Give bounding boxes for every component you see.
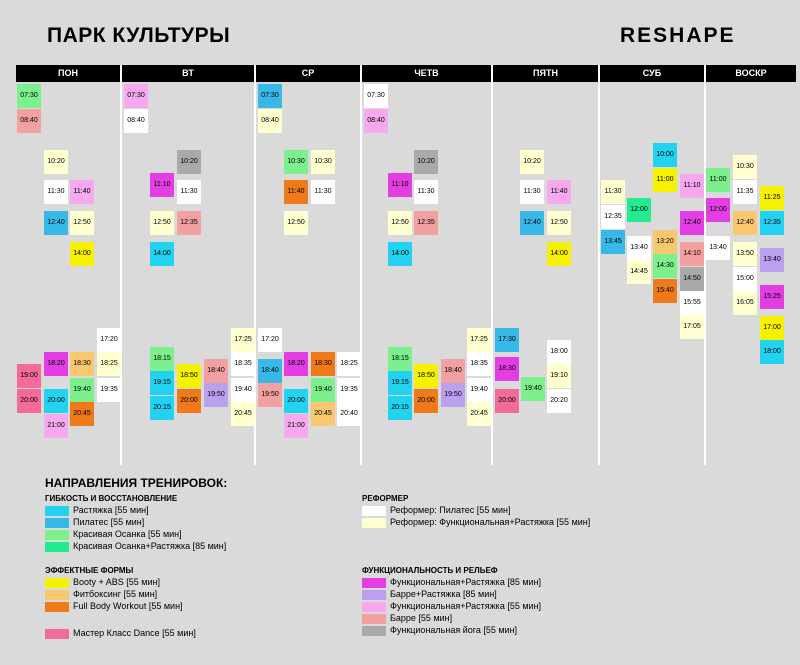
class-slot[interactable]: 20:00 <box>284 389 308 413</box>
class-slot[interactable]: 17:05 <box>680 315 704 339</box>
color-swatch <box>362 506 386 516</box>
class-slot[interactable]: 12:50 <box>547 211 571 235</box>
class-slot[interactable]: 20:00 <box>177 389 201 413</box>
day-header: ВОСКР <box>706 65 796 82</box>
class-slot[interactable]: 12:40 <box>733 211 757 235</box>
class-slot[interactable]: 11:25 <box>760 186 784 210</box>
class-slot[interactable]: 14:10 <box>680 242 704 266</box>
legend-item-label: Full Body Workout [55 мин] <box>73 601 183 611</box>
color-swatch <box>45 602 69 612</box>
class-slot[interactable]: 11:30 <box>44 180 68 204</box>
legend-section-title: ФУНКЦИОНАЛЬНОСТЬ И РЕЛЬЕФ <box>362 566 498 575</box>
class-slot[interactable]: 18:50 <box>414 364 438 388</box>
class-slot[interactable]: 14:30 <box>653 254 677 278</box>
class-slot[interactable]: 18:00 <box>760 340 784 364</box>
class-slot[interactable]: 11:30 <box>311 180 335 204</box>
class-slot[interactable]: 19:10 <box>547 364 571 388</box>
class-slot[interactable]: 07:30 <box>258 84 282 108</box>
class-slot[interactable]: 11:40 <box>547 180 571 204</box>
day-header: ПОН <box>16 65 120 82</box>
class-slot[interactable]: 19:40 <box>467 378 491 402</box>
class-slot[interactable]: 19:40 <box>70 378 94 402</box>
color-swatch <box>45 518 69 528</box>
class-slot[interactable]: 18:20 <box>44 352 68 376</box>
class-slot[interactable]: 12:40 <box>44 211 68 235</box>
class-slot[interactable]: 15:25 <box>760 285 784 309</box>
class-slot[interactable]: 12:50 <box>388 211 412 235</box>
class-slot[interactable]: 19:00 <box>17 364 41 388</box>
class-slot[interactable]: 07:30 <box>364 84 388 108</box>
class-slot[interactable]: 13:20 <box>653 230 677 254</box>
class-slot[interactable]: 11:30 <box>414 180 438 204</box>
class-slot[interactable]: 20:00 <box>495 389 519 413</box>
class-slot[interactable]: 13:45 <box>601 230 625 254</box>
legend-item <box>45 541 226 552</box>
class-slot[interactable]: 10:30 <box>284 150 308 174</box>
class-slot[interactable]: 19:15 <box>150 371 174 395</box>
class-slot[interactable]: 11:30 <box>520 180 544 204</box>
class-slot[interactable]: 12:35 <box>177 211 201 235</box>
class-slot[interactable]: 17:25 <box>467 328 491 352</box>
class-slot[interactable]: 17:20 <box>97 328 121 352</box>
class-slot[interactable]: 14:45 <box>627 260 651 284</box>
legend-item-label: Красивая Осанка [55 мин] <box>73 529 182 539</box>
class-slot[interactable]: 18:20 <box>284 352 308 376</box>
class-slot[interactable]: 11:30 <box>177 180 201 204</box>
class-slot[interactable]: 12:00 <box>706 198 730 222</box>
legend-item-label: Функциональная йога [55 мин] <box>390 625 518 635</box>
class-slot[interactable]: 18:35 <box>231 352 255 376</box>
legend-item <box>45 601 183 612</box>
class-slot[interactable]: 11:10 <box>388 173 412 197</box>
class-slot[interactable]: 20:45 <box>311 402 335 426</box>
class-slot[interactable]: 18:40 <box>441 359 465 383</box>
class-slot[interactable]: 15:55 <box>680 291 704 315</box>
color-swatch <box>45 530 69 540</box>
class-slot[interactable]: 20:00 <box>44 389 68 413</box>
day-header: ВТ <box>122 65 254 82</box>
class-slot[interactable]: 17:20 <box>258 328 282 352</box>
class-slot[interactable]: 13:40 <box>627 236 651 260</box>
column-separator <box>120 65 122 465</box>
class-slot[interactable]: 10:30 <box>733 155 757 179</box>
class-slot[interactable]: 17:25 <box>231 328 255 352</box>
class-slot[interactable]: 08:40 <box>364 109 388 133</box>
legend-item-label: Booty + ABS [55 мин] <box>73 577 160 587</box>
legend-item-label: Барре+Растяжка [85 мин] <box>390 589 497 599</box>
class-slot[interactable]: 11:35 <box>733 180 757 204</box>
class-slot[interactable]: 19:50 <box>204 383 228 407</box>
color-swatch <box>45 629 69 639</box>
class-slot[interactable]: 08:40 <box>124 109 148 133</box>
legend-item-label: Мастер Класс Dance [55 мин] <box>73 628 196 638</box>
class-slot[interactable]: 10:20 <box>414 150 438 174</box>
legend-item <box>362 613 452 624</box>
class-slot[interactable]: 11:00 <box>653 168 677 192</box>
class-slot[interactable]: 12:00 <box>627 198 651 222</box>
class-slot[interactable]: 20:00 <box>17 389 41 413</box>
class-slot[interactable]: 13:40 <box>706 236 730 260</box>
class-slot[interactable]: 19:35 <box>337 378 361 402</box>
class-slot[interactable]: 18:15 <box>150 347 174 371</box>
column-separator <box>704 65 706 465</box>
class-slot[interactable]: 20:40 <box>337 402 361 426</box>
class-slot[interactable]: 17:00 <box>760 316 784 340</box>
legend-item-label: Барре [55 мин] <box>390 613 453 623</box>
class-slot[interactable]: 11:10 <box>150 173 174 197</box>
class-slot[interactable]: 12:35 <box>601 205 625 229</box>
color-swatch <box>362 626 386 636</box>
legend-item <box>45 577 160 588</box>
legend-item <box>362 589 497 600</box>
class-slot[interactable]: 14:00 <box>547 242 571 266</box>
class-slot[interactable]: 21:00 <box>284 414 308 438</box>
legend-section-title: ГИБКОСТЬ И ВОССТАНОВЛЕНИЕ <box>45 494 178 503</box>
class-slot[interactable]: 18:25 <box>97 352 121 376</box>
legend-item <box>45 529 182 540</box>
class-slot[interactable]: 20:45 <box>70 402 94 426</box>
class-slot[interactable]: 19:35 <box>97 378 121 402</box>
day-header: ЧЕТВ <box>362 65 491 82</box>
class-slot[interactable]: 10:30 <box>311 150 335 174</box>
legend-item <box>45 505 149 516</box>
class-slot[interactable]: 18:30 <box>70 352 94 376</box>
color-swatch <box>362 578 386 588</box>
page-title: ПАРК КУЛЬТУРЫ <box>47 24 231 47</box>
class-slot[interactable]: 18:40 <box>258 359 282 383</box>
color-swatch <box>362 602 386 612</box>
column-separator <box>491 65 493 465</box>
brand-logo: RESHAPE <box>620 24 736 47</box>
color-swatch <box>362 518 386 528</box>
class-slot[interactable]: 12:50 <box>70 211 94 235</box>
class-slot[interactable]: 20:20 <box>547 389 571 413</box>
day-header: СУБ <box>600 65 704 82</box>
class-slot[interactable]: 11:10 <box>680 174 704 198</box>
class-slot[interactable]: 14:00 <box>70 242 94 266</box>
color-swatch <box>45 542 69 552</box>
class-slot[interactable]: 15:40 <box>653 279 677 303</box>
class-slot[interactable]: 20:45 <box>467 402 491 426</box>
legend-item-label: Реформер: Функциональная+Растяжка [55 мин] <box>390 517 591 527</box>
class-slot[interactable]: 18:35 <box>467 352 491 376</box>
class-slot[interactable]: 14:50 <box>680 267 704 291</box>
class-slot[interactable]: 10:20 <box>44 150 68 174</box>
class-slot[interactable]: 11:00 <box>706 168 730 192</box>
class-slot[interactable]: 10:20 <box>520 150 544 174</box>
class-slot[interactable]: 18:30 <box>311 352 335 376</box>
class-slot[interactable]: 11:40 <box>284 180 308 204</box>
class-slot[interactable]: 17:30 <box>495 328 519 352</box>
legend-item <box>362 625 517 636</box>
class-slot[interactable]: 12:50 <box>284 211 308 235</box>
class-slot[interactable]: 07:30 <box>17 84 41 108</box>
class-slot[interactable]: 11:40 <box>70 180 94 204</box>
class-slot[interactable]: 18:00 <box>547 340 571 364</box>
class-slot[interactable]: 18:15 <box>388 347 412 371</box>
legend-item-label: Фитбоксинг [55 мин] <box>73 589 158 599</box>
legend-item <box>362 601 541 612</box>
class-slot[interactable]: 11:30 <box>601 180 625 204</box>
class-slot[interactable]: 08:40 <box>17 109 41 133</box>
class-slot[interactable]: 12:40 <box>520 211 544 235</box>
class-slot[interactable]: 19:50 <box>441 383 465 407</box>
color-swatch <box>45 590 69 600</box>
class-slot[interactable]: 15:00 <box>733 267 757 291</box>
legend-title: НАПРАВЛЕНИЯ ТРЕНИРОВОК: <box>45 476 228 490</box>
class-slot[interactable]: 10:20 <box>177 150 201 174</box>
class-slot[interactable]: 19:40 <box>311 378 335 402</box>
legend-item-label: Функциональная+Растяжка [85 мин] <box>390 577 542 587</box>
day-header: СР <box>256 65 360 82</box>
legend-item-label: Реформер: Пилатес [55 мин] <box>390 505 511 515</box>
legend-item <box>362 505 511 516</box>
legend-item-label: Пилатес [55 мин] <box>73 517 145 527</box>
class-slot[interactable]: 18:40 <box>204 359 228 383</box>
class-slot[interactable]: 20:15 <box>388 396 412 420</box>
class-slot[interactable]: 14:00 <box>388 242 412 266</box>
class-slot[interactable]: 08:40 <box>258 109 282 133</box>
legend-item-label: Функциональная+Растяжка [55 мин] <box>390 601 542 611</box>
class-slot[interactable]: 21:00 <box>44 414 68 438</box>
legend-item <box>362 577 541 588</box>
legend-item <box>45 517 144 528</box>
class-slot[interactable]: 07:30 <box>124 84 148 108</box>
color-swatch <box>362 614 386 624</box>
class-slot[interactable]: 18:30 <box>495 357 519 381</box>
color-swatch <box>45 578 69 588</box>
legend-item <box>45 589 157 600</box>
column-separator <box>598 65 600 465</box>
class-slot[interactable]: 19:15 <box>388 371 412 395</box>
class-slot[interactable]: 12:35 <box>414 211 438 235</box>
class-slot[interactable]: 16:05 <box>733 291 757 315</box>
legend-item-label: Красивая Осанка+Растяжка [85 мин] <box>73 541 227 551</box>
class-slot[interactable]: 20:00 <box>414 389 438 413</box>
class-slot[interactable]: 19:40 <box>521 377 545 401</box>
class-slot[interactable]: 19:40 <box>231 378 255 402</box>
class-slot[interactable]: 14:00 <box>150 242 174 266</box>
class-slot[interactable]: 18:50 <box>177 364 201 388</box>
color-swatch <box>45 506 69 516</box>
class-slot[interactable]: 13:40 <box>760 248 784 272</box>
legend-item-label: Растяжка [55 мин] <box>73 505 149 515</box>
legend-item <box>362 517 590 528</box>
class-slot[interactable]: 19:50 <box>258 383 282 407</box>
legend-item <box>45 628 196 639</box>
legend-section-title: ЭФФЕКТНЫЕ ФОРМЫ <box>45 566 134 575</box>
class-slot[interactable]: 10:00 <box>653 143 677 167</box>
class-slot[interactable]: 12:50 <box>150 211 174 235</box>
class-slot[interactable]: 20:15 <box>150 396 174 420</box>
color-swatch <box>362 590 386 600</box>
class-slot[interactable]: 12:35 <box>760 211 784 235</box>
day-header: ПЯТН <box>493 65 598 82</box>
class-slot[interactable]: 20:45 <box>231 402 255 426</box>
class-slot[interactable]: 18:25 <box>337 352 361 376</box>
legend-section-title: РЕФОРМЕР <box>362 494 409 503</box>
class-slot[interactable]: 13:50 <box>733 242 757 266</box>
class-slot[interactable]: 12:40 <box>680 211 704 235</box>
